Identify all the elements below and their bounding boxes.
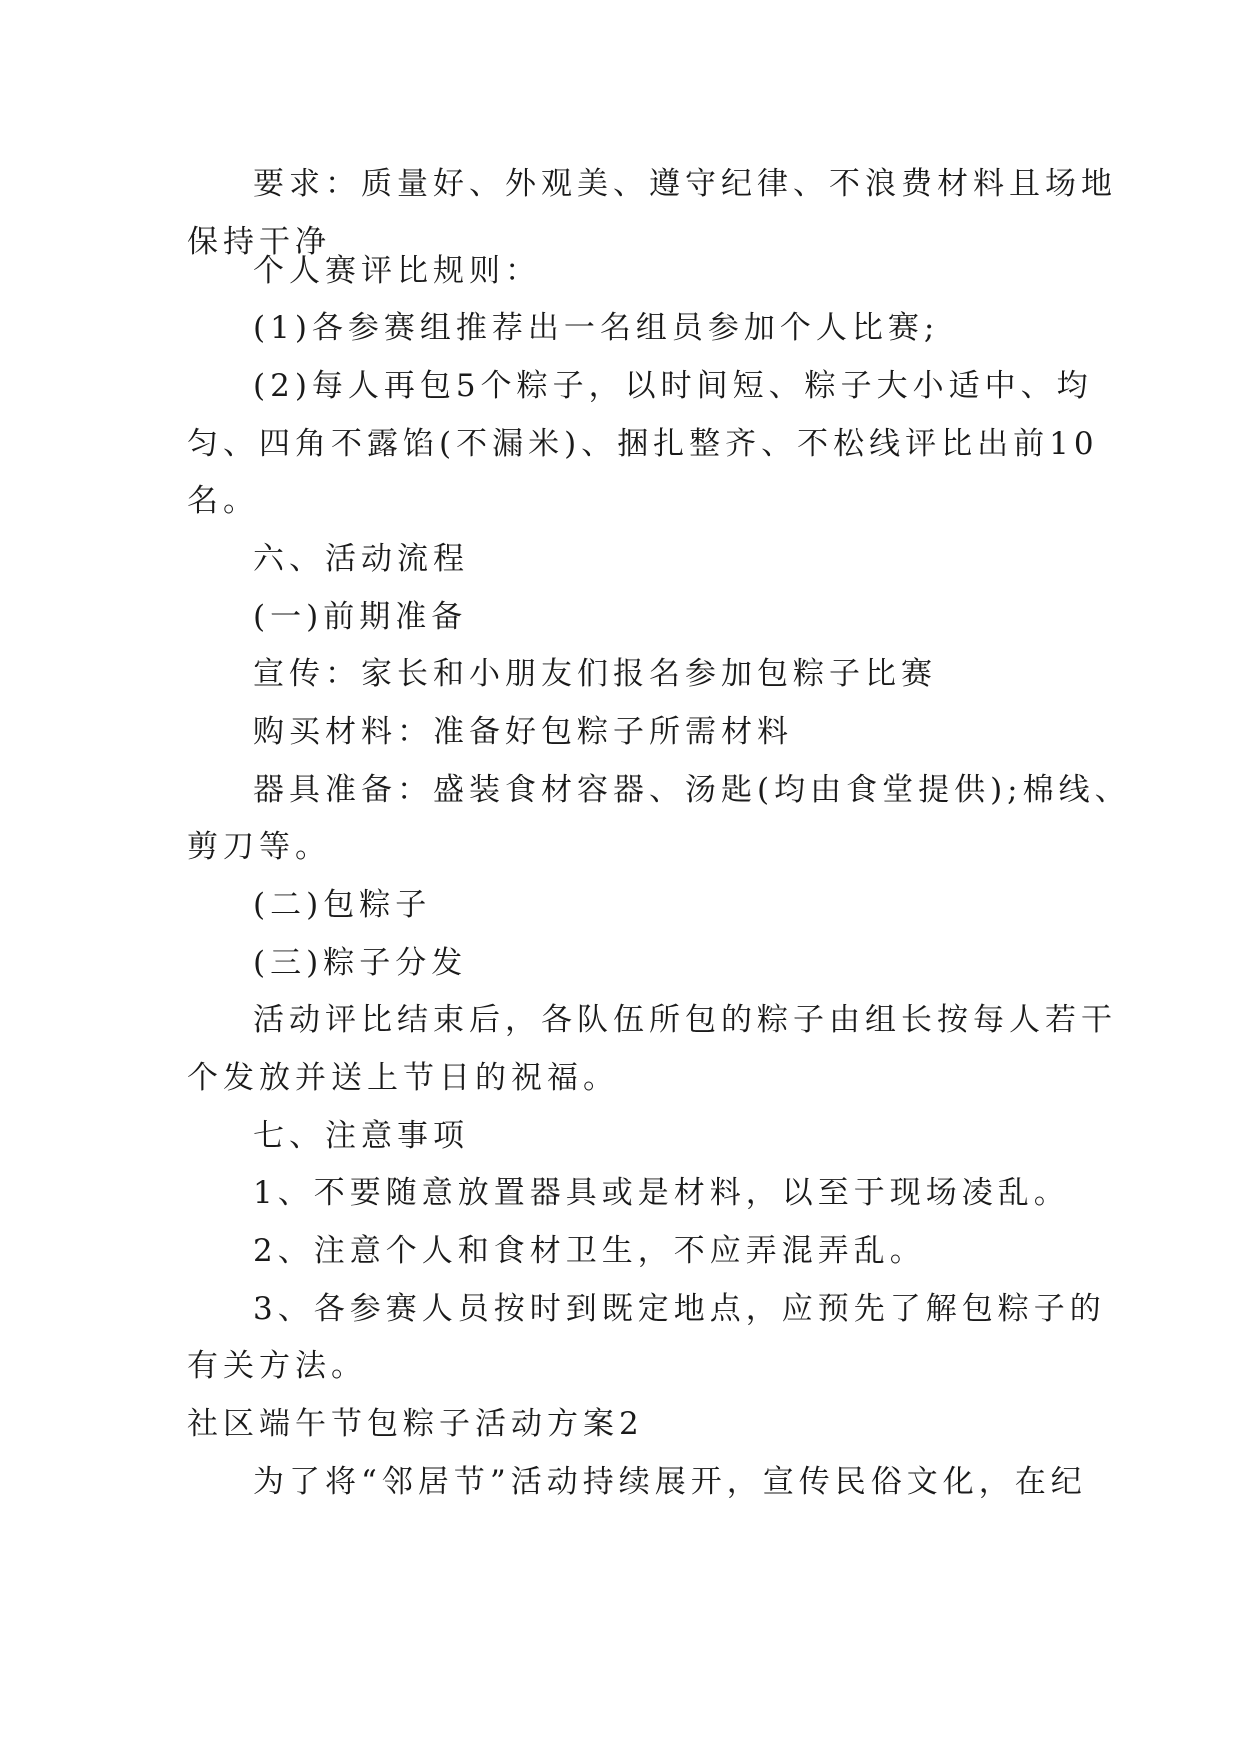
section-heading-notes: 七、注意事项 xyxy=(253,1118,469,1154)
paragraph-requirements-cont: 保持干净 xyxy=(187,224,331,260)
paragraph-distribution: 活动评比结束后，各队伍所包的粽子由组长按每人若干 xyxy=(253,1002,1117,1038)
heading-individual-rules: 个人赛评比规则： xyxy=(253,253,541,289)
plan-title-2: 社区端午节包粽子活动方案2 xyxy=(187,1406,644,1442)
paragraph-equipment: 器具准备：盛装食材容器、汤匙(均由食堂提供);棉线、 xyxy=(253,772,1131,808)
paragraph-publicity: 宣传：家长和小朋友们报名参加包粽子比赛 xyxy=(253,656,937,692)
paragraph-materials: 购买材料：准备好包粽子所需材料 xyxy=(253,714,793,750)
rule-item-2-end: 名。 xyxy=(187,483,259,519)
subheading-preparation: (一)前期准备 xyxy=(253,599,468,635)
rule-item-2-cont: 匀、四角不露馅(不漏米)、捆扎整齐、不松线评比出前10 xyxy=(187,426,1099,462)
note-item-3: 3、各参赛人员按时到既定地点，应预先了解包粽子的 xyxy=(253,1291,1106,1327)
paragraph-equipment-cont: 剪刀等。 xyxy=(187,829,331,865)
paragraph-requirements: 要求：质量好、外观美、遵守纪律、不浪费材料且场地 xyxy=(253,166,1117,202)
subheading-wrapping: (二)包粽子 xyxy=(253,887,432,923)
subheading-distribution: (三)粽子分发 xyxy=(253,945,468,981)
paragraph-distribution-cont: 个发放并送上节日的祝福。 xyxy=(187,1060,619,1096)
section-heading-process: 六、活动流程 xyxy=(253,541,469,577)
note-item-2: 2、注意个人和食材卫生，不应弄混弄乱。 xyxy=(253,1233,926,1269)
rule-item-2: (2)每人再包5个粽子，以时间短、粽子大小适中、均 xyxy=(253,368,1093,404)
note-item-3-cont: 有关方法。 xyxy=(187,1348,367,1384)
note-item-1: 1、不要随意放置器具或是材料，以至于现场凌乱。 xyxy=(253,1175,1070,1211)
paragraph-intro: 为了将“邻居节”活动持续展开，宣传民俗文化，在纪 xyxy=(253,1464,1087,1500)
rule-item-1: (1)各参赛组推荐出一名组员参加个人比赛; xyxy=(253,310,940,346)
